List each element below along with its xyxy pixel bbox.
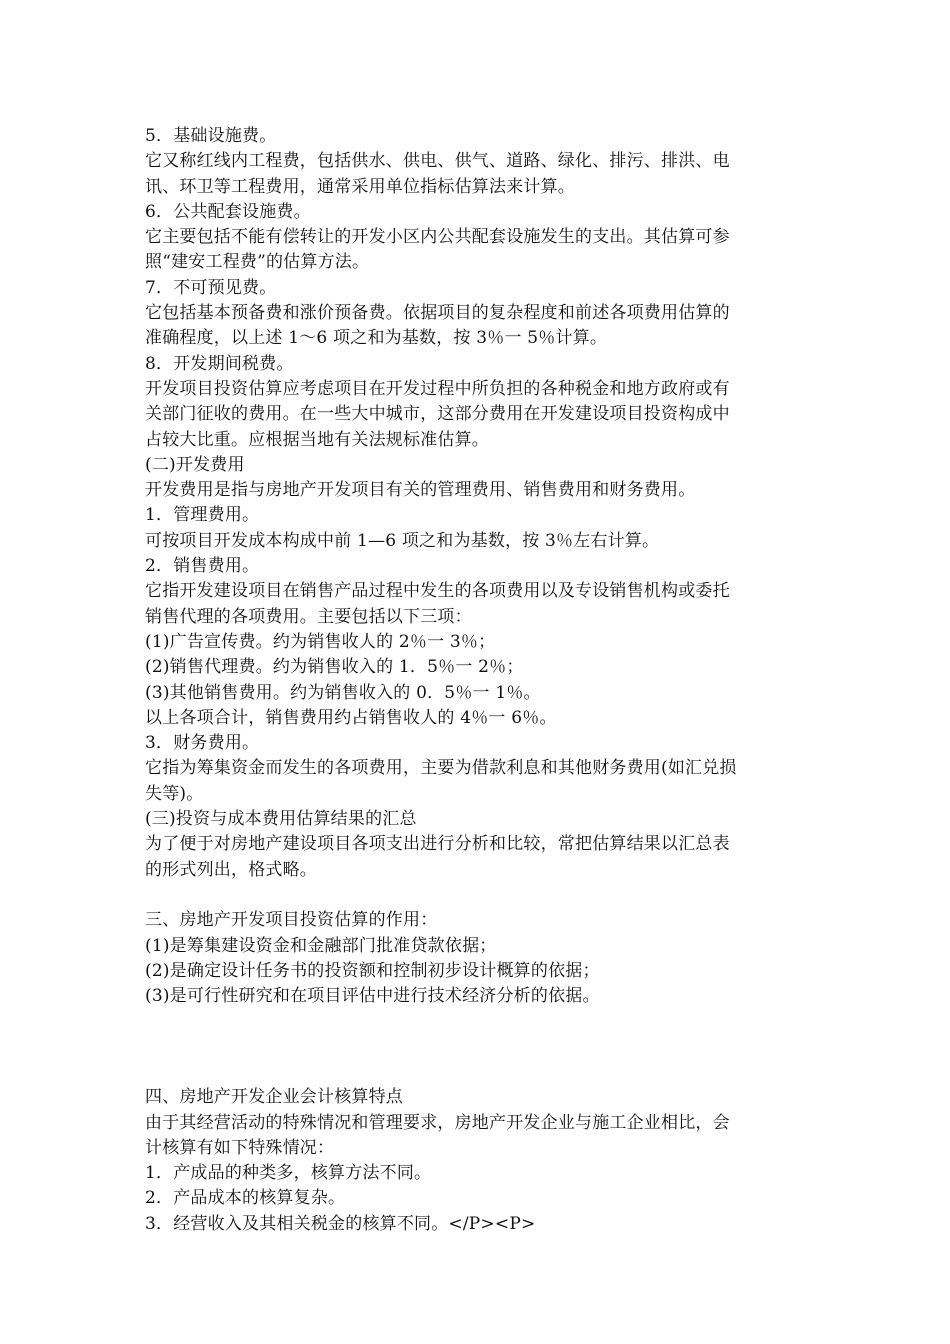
section-accounting-features (145, 1085, 810, 1237)
section-heading: 四、房地产开发企业会计核算特点 (145, 1087, 403, 1108)
text-line: 可按项目开发成本构成中前 1—6 项之和为基数，按 3％左右计算。 (145, 530, 660, 551)
text-line: 讯、环卫等工程费用，通常采用单位指标估算法来计算。 (145, 176, 575, 197)
text-line: 2．产品成本的核算复杂。 (145, 1188, 346, 1209)
text-line: 它指为筹集资金而发生的各项费用，主要为借款利息和其他财务费用(如汇兑损 (145, 758, 737, 779)
text-line: 1．产成品的种类多，核算方法不同。 (145, 1163, 432, 1184)
text-line: 7．不可预见费。 (145, 277, 277, 298)
text-line: 的形式列出，格式略。 (145, 859, 317, 880)
text-line: 3．财务费用。 (145, 733, 260, 754)
section-estimate-purpose (145, 908, 810, 1009)
text-line: 6．公共配套设施费。 (145, 201, 311, 222)
blank-line (145, 1035, 810, 1060)
text-line: (1)广告宣传费。约为销售收人的 2％一 3％； (145, 631, 496, 652)
blank-line (145, 1009, 810, 1034)
text-line: 开发项目投资估算应考虑项目在开发过程中所负担的各种税金和地方政府或有 (145, 378, 730, 399)
text-line: 3．经营收入及其相关税金的核算不同。</P><P> (145, 1213, 536, 1234)
text-line: 占较大比重。应根据当地有关法规标准估算。 (145, 429, 489, 450)
document-body (145, 124, 810, 1237)
text-line: (3)是可行性研究和在项目评估中进行技术经济分析的依据。 (145, 986, 600, 1007)
section-cost-items (145, 124, 810, 883)
text-line: 开发费用是指与房地产开发项目有关的管理费用、销售费用和财务费用。 (145, 480, 696, 501)
text-line: 它包括基本预备费和涨价预备费。依据项目的复杂程度和前述各项费用估算的 (145, 303, 730, 324)
text-line: (1)是筹集建设资金和金融部门批准贷款依据； (145, 935, 497, 956)
text-line: 计核算有如下特殊情况： (145, 1137, 335, 1158)
text-line: 5．基础设施费。 (145, 126, 277, 146)
text-line: 失等)。 (145, 783, 204, 804)
text-line: 由于其经营活动的特殊情况和管理要求，房地产开发企业与施工企业相比，会 (145, 1112, 730, 1133)
text-line: (3)其他销售费用。约为销售收入的 0．5％一 1％。 (145, 682, 541, 703)
text-line: 照“建安工程费”的估算方法。 (145, 252, 370, 273)
text-line: (三)投资与成本费用估算结果的汇总 (145, 809, 417, 830)
blank-line (145, 1060, 810, 1085)
text-line: 它又称红线内工程费，包括供水、供电、供气、道路、绿化、排污、排洪、电 (145, 151, 730, 172)
text-line: (2)是确定设计任务书的投资额和控制初步设计概算的依据； (145, 960, 600, 981)
text-line: 8．开发期间税费。 (145, 353, 294, 374)
text-line: 关部门征收的费用。在一些大中城市，这部分费用在开发建设项目投资构成中 (145, 404, 730, 425)
text-line: 1．管理费用。 (145, 505, 260, 526)
text-line: 它指开发建设项目在销售产品过程中发生的各项费用以及专设销售机构或委托 (145, 581, 730, 602)
text-line: 它主要包括不能有偿转让的开发小区内公共配套设施发生的支出。其估算可参 (145, 227, 730, 248)
text-line: 销售代理的各项费用。主要包括以下三项： (145, 606, 472, 627)
section-heading: 三、房地产开发项目投资估算的作用： (145, 910, 438, 931)
text-line: 为了便于对房地产建设项目各项支出进行分析和比较，常把估算结果以汇总表 (145, 834, 730, 855)
blank-line (145, 883, 810, 908)
text-line: 准确程度，以上述 1～6 项之和为基数，按 3％一 5％计算。 (145, 328, 608, 349)
text-line: (二)开发费用 (145, 454, 245, 475)
text-line: 以上各项合计，销售费用约占销售收人的 4％一 6％。 (145, 707, 557, 728)
text-line: (2)销售代理费。约为销售收入的 1．5％一 2％； (145, 657, 524, 678)
text-line: 2．销售费用。 (145, 556, 260, 577)
